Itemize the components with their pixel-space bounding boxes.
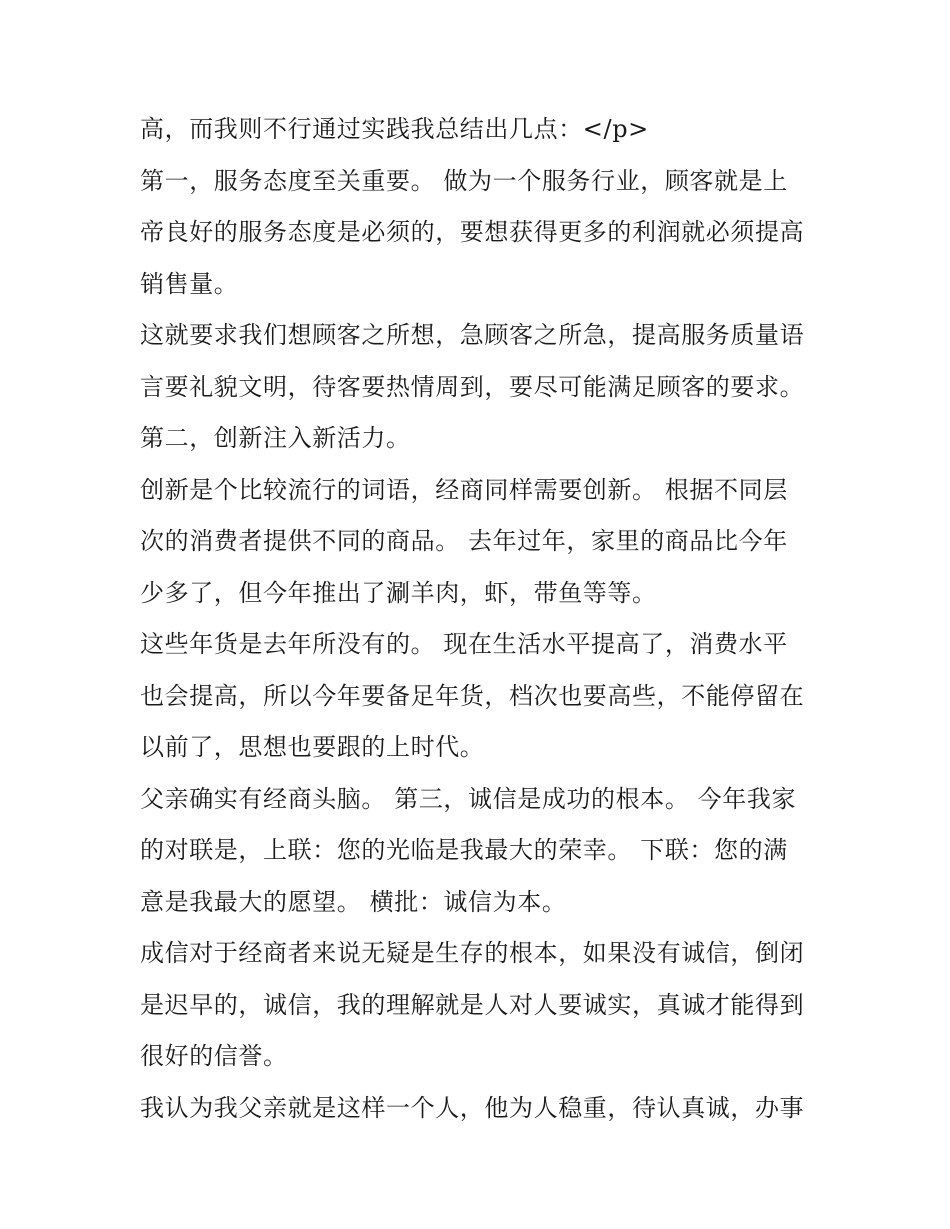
text-line: 少多了，但今年推出了涮羊肉，虾，带鱼等等。 <box>140 578 657 607</box>
text-line: 很好的信誉。 <box>140 1042 288 1070</box>
text-line: 的对联是，上联：您的光临是我最大的荣幸。 下联：您的满 <box>140 836 788 864</box>
text-line: 言要礼貌文明，待客要热情周到，要尽可能满足顾客的要求。 <box>140 372 805 401</box>
text-line: 成信对于经商者来说无疑是生存的根本，如果没有诚信，倒闭 <box>140 939 805 967</box>
text-line: 也会提高，所以今年要备足年货，档次也要高些，不能停留在 <box>140 681 805 710</box>
text-line: 次的消费者提供不同的商品。 去年过年，家里的商品比今年 <box>140 527 788 555</box>
text-line: 第二，创新注入新活力。 <box>140 424 411 452</box>
text-line: 意是我最大的愿望。 横批：诚信为本。 <box>140 887 567 916</box>
text-line: 帝良好的服务态度是必须的，要想获得更多的利润就必须提高 <box>140 218 805 246</box>
text-line: 创新是个比较流行的词语，经商同样需要创新。 根据不同层 <box>140 475 788 504</box>
text-line: 这就要求我们想顾客之所想，急顾客之所急，提高服务质量语 <box>140 321 805 349</box>
text-line: 销售量。 <box>140 269 239 298</box>
text-line: 我认为我父亲就是这样一个人，他为人稳重，待认真诚，办事 <box>140 1093 805 1122</box>
body-text <box>140 104 840 1134</box>
text-line: 第一，服务态度至关重要。 做为一个服务行业，顾客就是上 <box>140 166 788 195</box>
text-line: 父亲确实有经商头脑。 第三，诚信是成功的根本。 今年我家 <box>140 784 797 813</box>
text-line: 这些年货是去年所没有的。 现在生活水平提高了，消费水平 <box>140 630 788 658</box>
text-line: 高，而我则不行通过实践我总结出几点：</p> <box>140 115 649 143</box>
text-line: 是迟早的，诚信，我的理解就是人对人要诚实，真诚才能得到 <box>140 990 805 1019</box>
text-line: 以前了，思想也要跟的上时代。 <box>140 733 485 761</box>
